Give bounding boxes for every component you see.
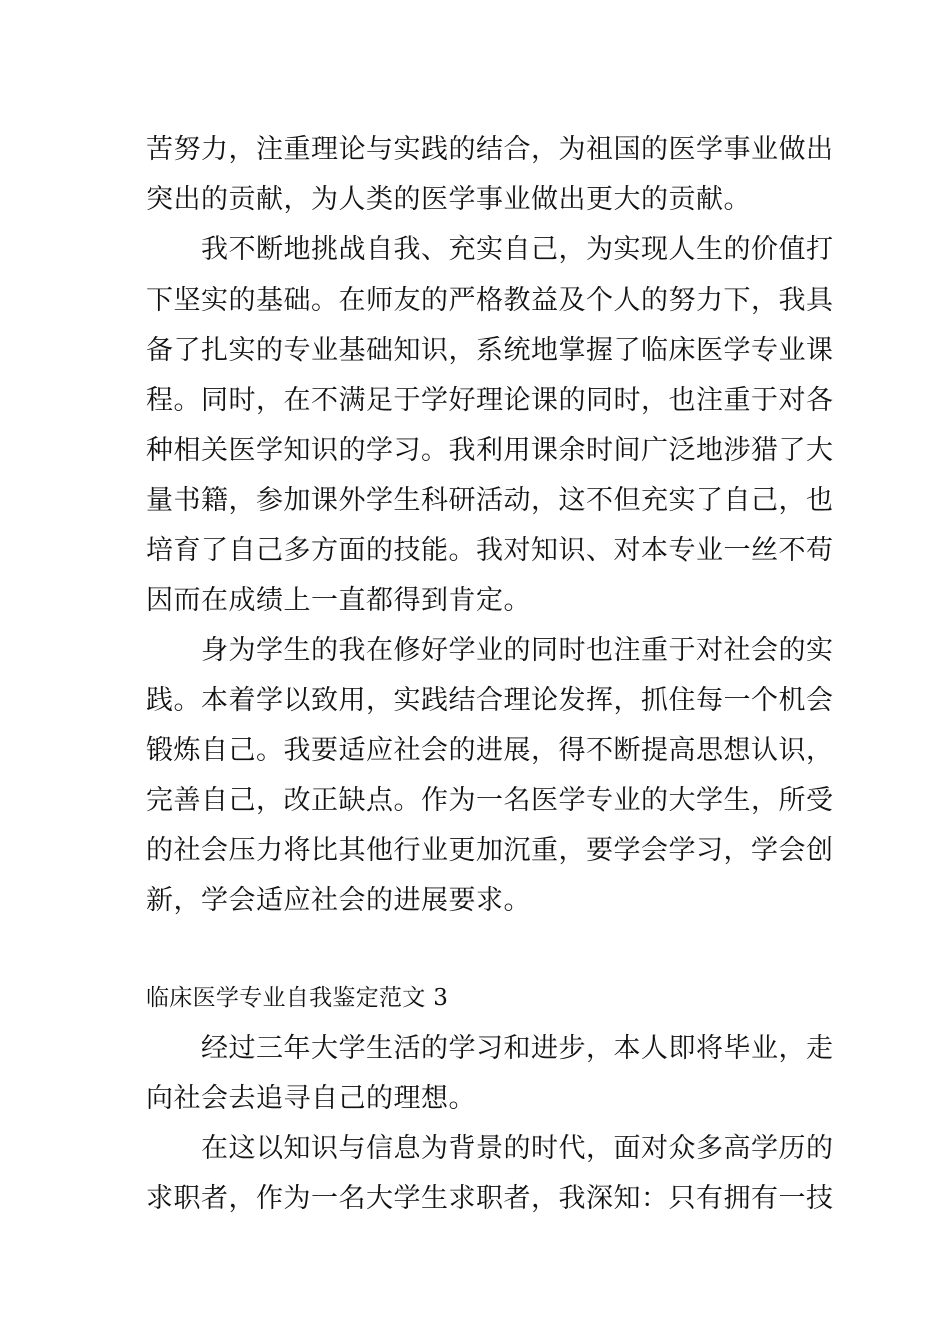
section-heading: 临床医学专业自我鉴定范文 3 [146,985,449,1011]
text-line: 程。同时，在不满足于学好理论课的同时，也注重于对各 [146,385,834,416]
text-line: 经过三年大学生活的学习和进步，本人即将毕业，走 [201,1033,834,1064]
text-line: 的社会压力将比其他行业更加沉重，要学会学习，学会创 [146,835,834,866]
text-line: 突出的贡献，为人类的医学事业做出更大的贡献。 [146,184,751,215]
text-line: 求职者，作为一名大学生求职者，我深知：只有拥有一技 [146,1183,834,1214]
text-line: 培育了自己多方面的技能。我对知识、对本专业一丝不苟 [146,535,834,566]
text-line: 我不断地挑战自我、充实自己，为实现人生的价值打 [201,234,834,265]
text-line: 向社会去追寻自己的理想。 [146,1083,476,1114]
text-line: 完善自己，改正缺点。作为一名医学专业的大学生，所受 [146,785,834,816]
text-line: 苦努力，注重理论与实践的结合，为祖国的医学事业做出 [146,134,834,165]
text-line: 践。本着学以致用，实践结合理论发挥，抓住每一个机会 [146,685,834,716]
text-line: 量书籍，参加课外学生科研活动，这不但充实了自己，也 [146,485,834,516]
text-line: 备了扎实的专业基础知识，系统地掌握了临床医学专业课 [146,335,834,366]
text-line: 下坚实的基础。在师友的严格教益及个人的努力下，我具 [146,285,834,316]
text-line: 身为学生的我在修好学业的同时也注重于对社会的实 [201,635,834,666]
text-line: 新，学会适应社会的进展要求。 [146,885,531,916]
text-line: 在这以知识与信息为背景的时代，面对众多高学历的 [201,1133,834,1164]
text-line: 因而在成绩上一直都得到肯定。 [146,585,531,616]
text-line: 锻炼自己。我要适应社会的进展，得不断提高思想认识， [146,735,834,766]
text-line: 种相关医学知识的学习。我利用课余时间广泛地涉猎了大 [146,435,834,466]
